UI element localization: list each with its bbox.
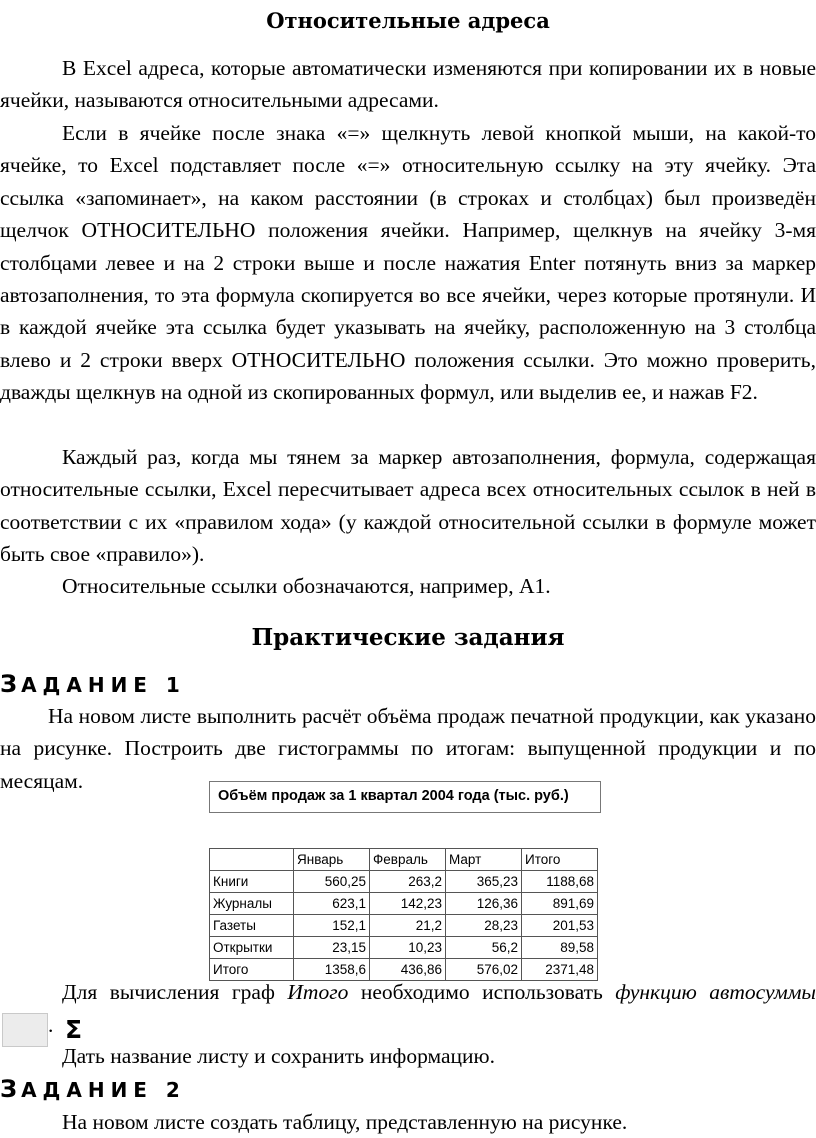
heading-practical-tasks: Практические задания [251, 624, 565, 651]
sales-table-image [209, 781, 601, 977]
table-cell: 263,2 [370, 871, 446, 893]
task-2-text: На новом листе создать таблицу, представленную на рисунке. [62, 1110, 628, 1134]
table-header-cell: Март [446, 849, 522, 871]
table-cell: 623,1 [294, 893, 370, 915]
paragraph-2: Если в ячейке после знака «=» щелкнуть левой кнопкой мыши, на какой-то ячейке, то Excel подставляет после «=» относительную ссылку на эту ячейку. Эта ссылка «запоминает», на каком расстоянии (в строках и столбцах) был произведён щелчок ОТНОСИТЕЛЬНО положения ячейки. Например, щелкнув на ячейку 3-мя столбцами левее и на 2 строки выше и после нажатия Enter потянуть вниз за маркер автозаполнения, то эта формула скопируется во все ячейки, через которые протянули. И в каждой ячейке эта ссылка будет указывать на ячейку, расположенную на 3 столбца влево и 2 строки вверх ОТНОСИТЕЛЬНО положения ссылки. Это можно проверить, дважды щелкнув на одной из скопированных формул, или выделив ее, и нажав F2. [0, 121, 816, 405]
task-1-label [0, 670, 186, 698]
note-italic-autosum: функцию автосуммы [615, 980, 816, 1004]
table-row [210, 871, 598, 893]
note-end: . [48, 1013, 54, 1037]
table-cell: 1188,68 [522, 871, 598, 893]
table-cell: 152,1 [294, 915, 370, 937]
task-1-label-rest: АДАНИЕ 1 [21, 673, 186, 697]
table-cell: Газеты [210, 915, 294, 937]
table-cell: 28,23 [446, 915, 522, 937]
table-header-cell: Февраль [370, 849, 446, 871]
table-cell: 89,58 [522, 937, 598, 959]
note-italic-itogo: Итого [287, 980, 349, 1004]
paragraph-4: Относительные ссылки обозначаются, например, А1. [62, 574, 551, 598]
table-cell: 21,2 [370, 915, 446, 937]
table-cell: Открытки [210, 937, 294, 959]
heading-relative-addresses: Относительные адреса [266, 8, 550, 33]
table-cell: 142,23 [370, 893, 446, 915]
table-header-row [210, 849, 598, 871]
table-cell: 56,2 [446, 937, 522, 959]
table-row-blank [210, 827, 598, 849]
table-row [210, 915, 598, 937]
table-cell: 365,23 [446, 871, 522, 893]
table-cell: 560,25 [294, 871, 370, 893]
sales-table-title: Объём продаж за 1 квартал 2004 года (тыс. руб.) [209, 781, 601, 813]
paragraph-1: В Excel адреса, которые автоматически изменяются при копировании их в новые ячейки, называются относительными адресами. [0, 56, 816, 113]
table-cell: Журналы [210, 893, 294, 915]
table-cell: Итого [210, 959, 294, 981]
table-header-cell: Январь [294, 849, 370, 871]
autosum-sigma-icon: Σ [2, 1013, 48, 1047]
table-header-cell: Итого [522, 849, 598, 871]
task-1-label-first: З [0, 670, 22, 698]
table-cell: 10,23 [370, 937, 446, 959]
paragraph-3: Каждый раз, когда мы тянем за маркер автозаполнения, формула, содержащая относительные ссылки, Excel пересчитывает адреса всех относительных ссылок в ней в соответствии с их «правилом хода» (у каждой относительной ссылки в формуле может быть свое «правило»). [0, 445, 816, 567]
table-cell: 436,86 [370, 959, 446, 981]
table-header-cell [210, 849, 294, 871]
table-cell: 126,36 [446, 893, 522, 915]
table-row [210, 937, 598, 959]
task-2-label-rest: АДАНИЕ 2 [21, 1078, 186, 1102]
task-2-label-first: З [0, 1075, 22, 1103]
task-1-text: На новом листе выполнить расчёт объёма продаж печатной продукции, как указано на рисунке. Построить две гистограммы по итогам: выпущенной продукции и по месяцам. [0, 704, 816, 793]
table-cell: 2371,48 [522, 959, 598, 981]
sales-table [209, 827, 598, 981]
table-cell: 576,02 [446, 959, 522, 981]
task-1-autosum-note [0, 976, 816, 1047]
table-cell: Книги [210, 871, 294, 893]
table-cell: 23,15 [294, 937, 370, 959]
note-text-2: необходимо использовать [348, 980, 616, 1004]
task-1-save-text: Дать название листу и сохранить информацию. [62, 1044, 495, 1068]
table-cell: 201,53 [522, 915, 598, 937]
task-2-label [0, 1075, 186, 1103]
table-cell: 891,69 [522, 893, 598, 915]
note-text-1: Для вычисления граф [62, 980, 288, 1004]
table-row [210, 893, 598, 915]
table-cell: 1358,6 [294, 959, 370, 981]
